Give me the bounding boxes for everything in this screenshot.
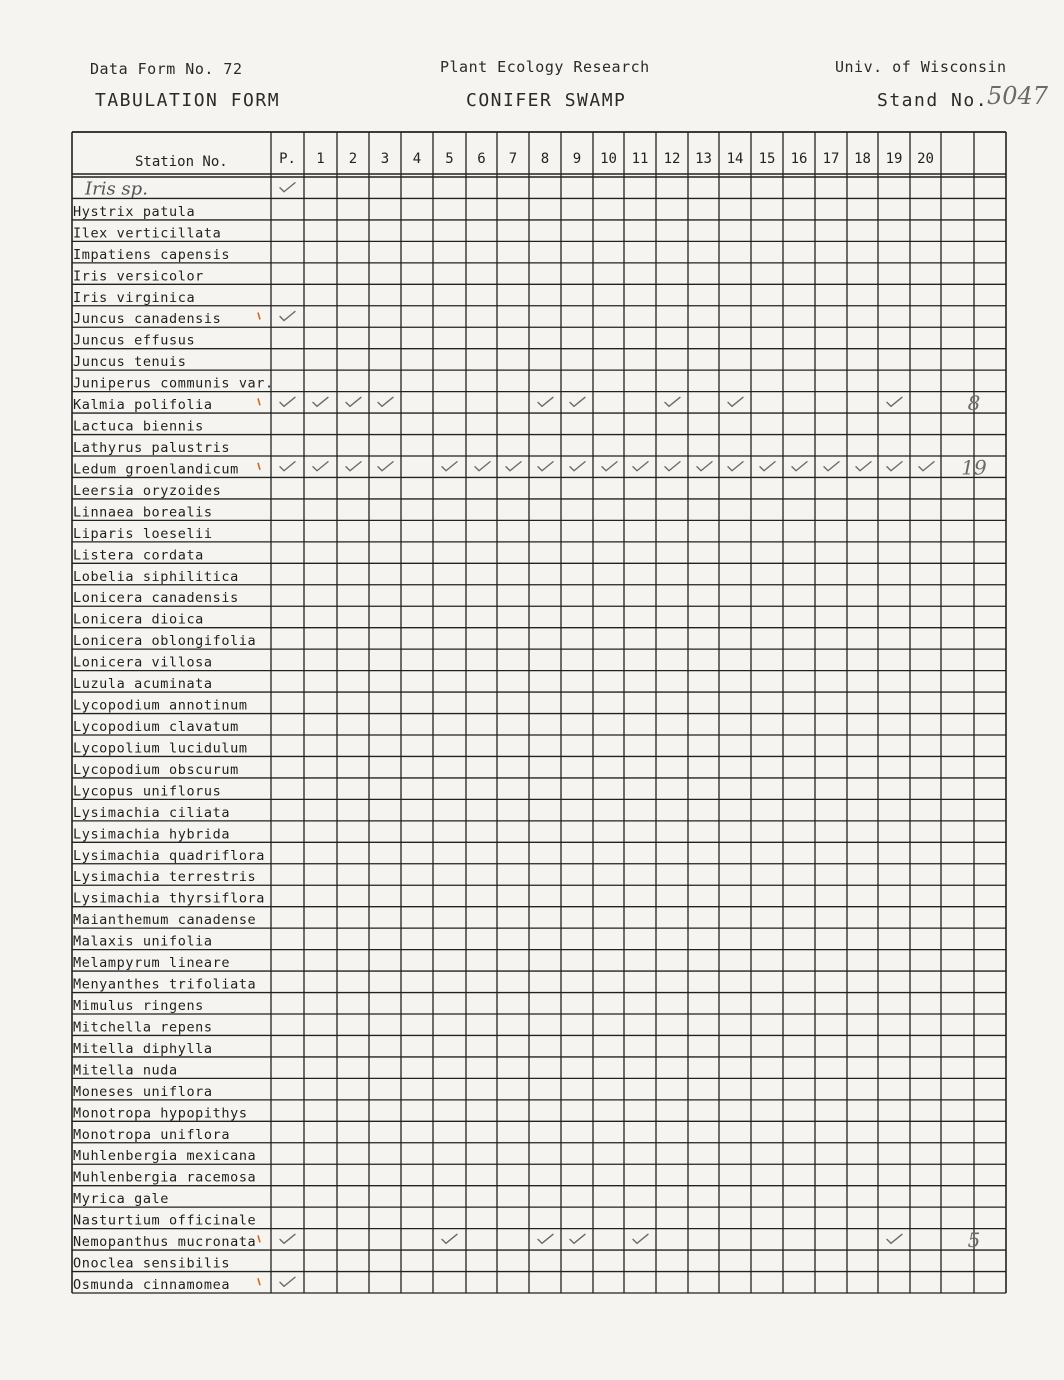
check-mark: [280, 183, 295, 192]
species-name: Malaxis unifolia: [73, 933, 213, 950]
check-mark: [538, 462, 553, 471]
species-name: Mimulus ringens: [73, 998, 204, 1014]
check-mark: [697, 462, 712, 471]
column-header: 10: [600, 151, 617, 167]
species-name: Moneses uniflora: [73, 1083, 213, 1100]
check-mark: [602, 462, 617, 471]
check-mark: [346, 462, 361, 471]
column-header: 2: [348, 151, 358, 167]
check-mark: [538, 397, 553, 406]
column-header: 4: [412, 151, 422, 167]
species-name: Lycopodium obscurum: [73, 761, 239, 778]
stand-number-label: Stand No.: [877, 90, 989, 111]
red-tick-mark: [258, 1278, 260, 1285]
species-name: Lonicera villosa: [73, 654, 213, 671]
column-header: 9: [572, 151, 582, 167]
species-name: Lathyrus palustris: [73, 440, 231, 456]
species-name: Leersia oryzoides: [73, 482, 222, 499]
species-name: Lycopodium clavatum: [73, 719, 239, 735]
species-name: Lycopodium annotinum: [73, 697, 248, 714]
species-name: Lysimachia thyrsiflora: [73, 890, 266, 907]
check-mark: [760, 462, 775, 471]
check-mark: [442, 1234, 457, 1243]
species-name: Lactuca biennis: [73, 418, 204, 435]
column-header: 20: [917, 151, 934, 167]
species-name: Ilex verticillata: [73, 225, 222, 242]
check-mark: [346, 397, 361, 406]
check-mark: [919, 462, 934, 471]
check-mark: [442, 462, 457, 471]
species-name: Iris sp.: [85, 178, 148, 200]
species-name: Lobelia siphilitica: [73, 568, 239, 585]
check-mark: [665, 462, 680, 471]
species-name: Luzula acuminata: [73, 676, 213, 693]
column-header: 13: [695, 151, 712, 167]
check-mark: [378, 462, 393, 471]
species-name: Liparis loeselii: [73, 525, 213, 542]
species-name: Ledum groenlandicum: [73, 461, 239, 478]
column-header: 1: [316, 151, 325, 167]
species-name: Mitella diphylla: [73, 1040, 213, 1057]
check-mark: [570, 1234, 585, 1243]
check-mark: [633, 462, 648, 471]
species-name: Melampyrum lineare: [73, 955, 231, 972]
species-name: Lonicera dioica: [73, 611, 204, 628]
check-mark: [728, 397, 743, 406]
check-mark: [313, 462, 328, 471]
species-name: Menyanthes trifoliata: [73, 976, 257, 993]
check-mark: [280, 312, 295, 321]
column-header: 8: [540, 151, 550, 167]
form-title: TABULATION FORM: [95, 90, 281, 111]
check-mark: [728, 462, 743, 471]
species-name: Mitella nuda: [73, 1062, 178, 1079]
row-total: 8: [967, 391, 981, 416]
species-name: Impatiens capensis: [73, 246, 231, 263]
species-name: Osmunda cinnamomea: [73, 1277, 231, 1293]
species-name: Maianthemum canadense: [73, 912, 257, 929]
species-name: Juncus effusus: [73, 332, 196, 349]
check-mark: [570, 397, 585, 406]
column-header: P.: [279, 151, 296, 167]
red-tick-mark: [258, 1235, 260, 1242]
species-name: Muhlenbergia mexicana: [73, 1148, 257, 1165]
species-name: Mitchella repens: [73, 1019, 213, 1036]
check-mark: [792, 462, 807, 471]
check-mark: [538, 1234, 553, 1243]
check-mark: [570, 462, 585, 471]
form-type: CONIFER SWAMP: [466, 90, 627, 111]
species-name: Nasturtium officinale: [73, 1212, 257, 1229]
check-mark: [633, 1234, 648, 1243]
check-mark: [824, 462, 839, 471]
column-header: 18: [854, 151, 871, 167]
row-total: 5: [967, 1228, 981, 1253]
red-tick-mark: [258, 313, 260, 320]
column-header: 7: [508, 151, 518, 167]
check-mark: [280, 397, 295, 406]
column-header: 12: [663, 151, 681, 167]
form-number: Data Form No. 72: [90, 60, 243, 78]
column-header: 6: [477, 151, 486, 167]
species-name: Iris virginica: [73, 289, 196, 306]
species-name: Hystrix patula: [73, 203, 196, 220]
species-name: Juniperus communis var.: [73, 375, 274, 392]
check-mark: [313, 397, 328, 406]
species-name: Lonicera canadensis: [73, 590, 239, 607]
check-mark: [475, 462, 490, 471]
species-name: Myrica gale: [73, 1191, 170, 1208]
check-mark: [280, 462, 295, 471]
check-mark: [887, 1234, 902, 1243]
species-name: Lysimachia terrestris: [73, 869, 257, 886]
species-name: Lonicera oblongifolia: [73, 633, 257, 650]
check-mark: [887, 397, 902, 406]
species-name: Muhlenbergia racemosa: [73, 1169, 257, 1186]
species-name: Lycopolium lucidulum: [73, 740, 248, 757]
station-header: Station No.: [135, 154, 228, 170]
column-header: 16: [790, 151, 808, 167]
column-header: 15: [758, 151, 776, 167]
species-name: Iris versicolor: [73, 268, 204, 285]
check-mark: [887, 462, 902, 471]
species-name: Nemopanthus mucronata: [73, 1234, 257, 1251]
species-name: Monotropa hypopithys: [73, 1105, 248, 1122]
column-header: 5: [445, 151, 454, 167]
red-tick-mark: [258, 398, 260, 405]
column-header: 14: [726, 151, 744, 167]
check-mark: [856, 462, 871, 471]
species-name: Lysimachia quadriflora: [73, 847, 266, 864]
species-name: Monotropa uniflora: [73, 1126, 231, 1143]
species-name: Juncus canadensis: [73, 311, 222, 328]
species-name: Juncus tenuis: [73, 354, 187, 371]
species-name: Kalmia polifolia: [73, 397, 213, 414]
column-header: 3: [380, 151, 390, 167]
column-header: 19: [885, 151, 903, 167]
check-mark: [665, 397, 680, 406]
organization-name: Plant Ecology Research: [440, 58, 650, 76]
species-name: Onoclea sensibilis: [73, 1255, 231, 1272]
check-mark: [280, 1234, 295, 1243]
row-total: 19: [961, 455, 987, 480]
species-name: Linnaea borealis: [73, 504, 213, 521]
species-name: Lysimachia ciliata: [73, 804, 231, 821]
check-mark: [280, 1277, 295, 1286]
species-name: Lycopus uniflorus: [73, 783, 222, 800]
species-name: Lysimachia hybrida: [73, 826, 231, 843]
check-mark: [378, 397, 393, 406]
column-header: 11: [631, 151, 649, 167]
check-mark: [506, 462, 521, 471]
university-name: Univ. of Wisconsin: [835, 58, 1007, 76]
stand-number-value[interactable]: 5047: [987, 82, 1049, 110]
red-tick-mark: [258, 463, 260, 470]
column-header: 17: [822, 151, 840, 167]
species-name: Listera cordata: [73, 547, 204, 564]
